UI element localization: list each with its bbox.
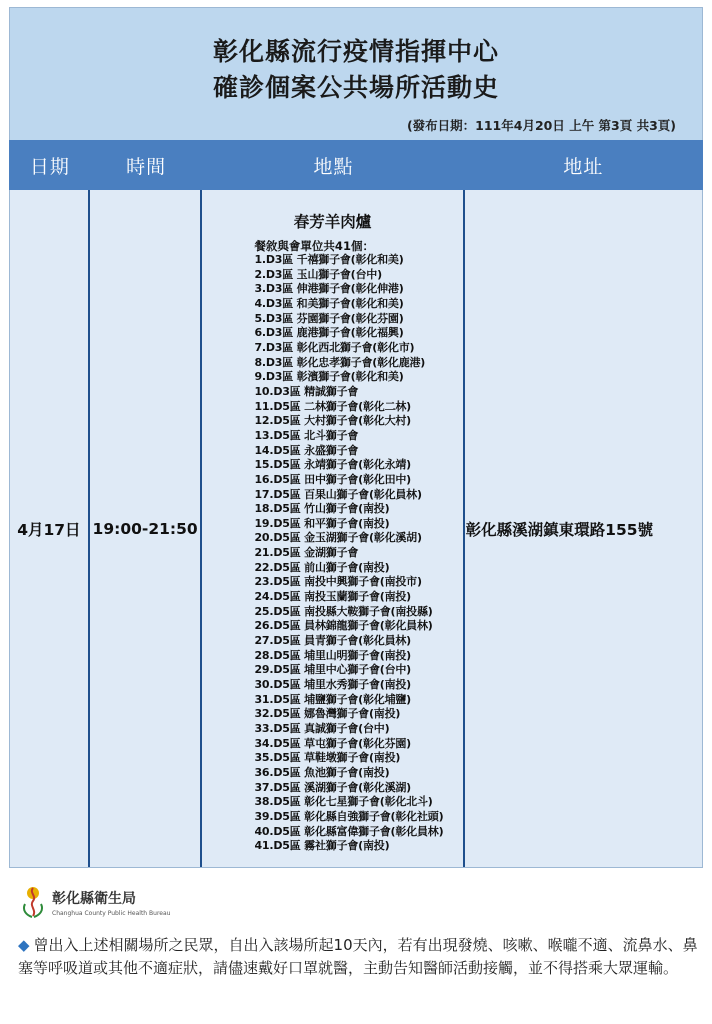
- club-list-item: 31.D5區 埔鹽獅子會(彰化埔鹽): [254, 692, 411, 706]
- club-list-item: 18.D5區 竹山獅子會(南投): [254, 502, 390, 516]
- venue-name: 春芳羊肉爐: [293, 213, 372, 231]
- time-cell: 19:00-21:50: [90, 190, 203, 867]
- health-bureau-logo: [20, 884, 170, 920]
- document-sheet: [9, 7, 703, 868]
- club-list-item: 27.D5區 員青獅子會(彰化員林): [254, 634, 411, 648]
- club-list-item: 9.D3區 彰濱獅子會(彰化和美): [254, 370, 404, 384]
- notice-text: 曾出入上述相關場所之民眾，自出入該場所起10天內，若有出現發燒、咳嗽、喉嚨不適、流鼻水、鼻塞等呼吸道或其他不適症狀，請儘速戴好口罩就醫，主動告知醫師活動接觸，並不得搭乘大眾運輸。: [18, 936, 698, 977]
- club-list-item: 35.D5區 草鞋墩獅子會(南投): [254, 751, 401, 765]
- club-list-item: 2.D3區 玉山獅子會(台中): [254, 267, 382, 281]
- table-header-row: [9, 140, 703, 190]
- club-list-item: 22.D5區 前山獅子會(南投): [254, 560, 390, 574]
- club-list-item: 29.D5區 埔里中心獅子會(台中): [254, 663, 411, 677]
- place-cell: [202, 190, 464, 867]
- column-header-address: 地址: [563, 155, 604, 178]
- club-list-item: 1.D3區 千禧獅子會(彰化和美): [254, 253, 404, 266]
- club-list-item: 38.D5區 彰化七星獅子會(彰化北斗): [254, 795, 433, 809]
- club-list-item: 32.D5區 娜魯灣獅子會(南投): [254, 707, 401, 721]
- club-list-item: 36.D5區 魚池獅子會(南投): [254, 765, 390, 779]
- logo-chinese-name: 彰化縣衛生局: [52, 890, 136, 907]
- club-list-item: 7.D3區 彰化西北獅子會(彰化市): [254, 340, 415, 354]
- club-list-item: 4.D3區 和美獅子會(彰化和美): [254, 296, 404, 310]
- page-header: [9, 7, 703, 140]
- publish-date: (發布日期：111年4月20日 上午 第3頁 共3頁): [406, 118, 676, 133]
- club-list-item: 40.D5區 彰化縣富偉獅子會(彰化員林): [254, 824, 444, 838]
- title-line-2: 確診個案公共場所活動史: [212, 73, 499, 102]
- club-list-item: 33.D5區 真誠獅子會(台中): [254, 722, 390, 735]
- health-notice: [18, 934, 698, 980]
- club-list-item: 3.D3區 伸港獅子會(彰化伸港): [254, 282, 404, 296]
- club-list-item: 19.D5區 和平獅子會(南投): [254, 516, 390, 530]
- club-list-item: 13.D5區 北斗獅子會: [254, 428, 359, 442]
- club-list-item: 24.D5區 南投玉蘭獅子會(南投): [254, 590, 411, 604]
- club-list-item: 14.D5區 永盛獅子會: [254, 443, 359, 457]
- bureau-emblem-icon: [20, 884, 46, 920]
- club-list-item: 30.D5區 埔里水秀獅子會(南投): [254, 678, 411, 692]
- club-list-item: 6.D3區 鹿港獅子會(彰化福興): [254, 326, 404, 340]
- title-line-1: 彰化縣流行疫情指揮中心: [212, 37, 499, 66]
- club-list-item: 25.D5區 南投縣大鞍獅子會(南投縣): [254, 604, 433, 618]
- club-list-item: 21.D5區 金湖獅子會: [254, 546, 359, 560]
- column-header-date: 日期: [29, 155, 70, 178]
- club-list-item: 17.D5區 百果山獅子會(彰化員林): [254, 487, 422, 501]
- club-list-item: 37.D5區 溪湖獅子會(彰化溪湖): [254, 780, 411, 794]
- club-list-item: 11.D5區 二林獅子會(彰化二林): [254, 399, 411, 413]
- club-list-item: 15.D5區 永靖獅子會(彰化永靖): [254, 458, 411, 472]
- club-list-item: 28.D5區 埔里山明獅子會(南投): [254, 648, 411, 662]
- logo-english-name: Changhua County Public Health Bureau: [52, 909, 171, 917]
- club-list-item: 10.D3區 精誠獅子會: [254, 384, 359, 398]
- date-cell: 4月17日: [10, 190, 90, 867]
- club-list-item: 39.D5區 彰化縣自強獅子會(彰化社頭): [254, 809, 444, 823]
- club-list-item: 34.D5區 草屯獅子會(彰化芬園): [254, 736, 411, 750]
- address-cell: 彰化縣溪湖鎮東環路155號: [465, 520, 654, 539]
- club-list-item: 16.D5區 田中獅子會(彰化田中): [254, 472, 411, 486]
- column-header-time: 時間: [126, 155, 167, 178]
- table-row: [9, 190, 703, 868]
- club-list-item: 26.D5區 員林錦龍獅子會(彰化員林): [254, 619, 433, 633]
- column-header-place: 地點: [313, 155, 354, 178]
- page-footer: [0, 870, 712, 1024]
- club-list-item: 8.D3區 彰化忠孝獅子會(彰化鹿港): [254, 355, 426, 369]
- club-list-item: 20.D5區 金玉湖獅子會(彰化溪胡): [254, 531, 422, 545]
- club-list: [254, 253, 443, 854]
- diamond-bullet-icon: ◆: [18, 936, 30, 954]
- club-list-item: 41.D5區 霧社獅子會(南投): [254, 839, 390, 853]
- attendee-intro: 餐敘與會單位共41個：: [254, 239, 374, 253]
- club-list-item: 5.D3區 芬園獅子會(彰化芬園): [254, 311, 404, 325]
- club-list-item: 12.D5區 大村獅子會(彰化大村): [254, 414, 411, 428]
- club-list-item: 23.D5區 南投中興獅子會(南投市): [254, 575, 422, 589]
